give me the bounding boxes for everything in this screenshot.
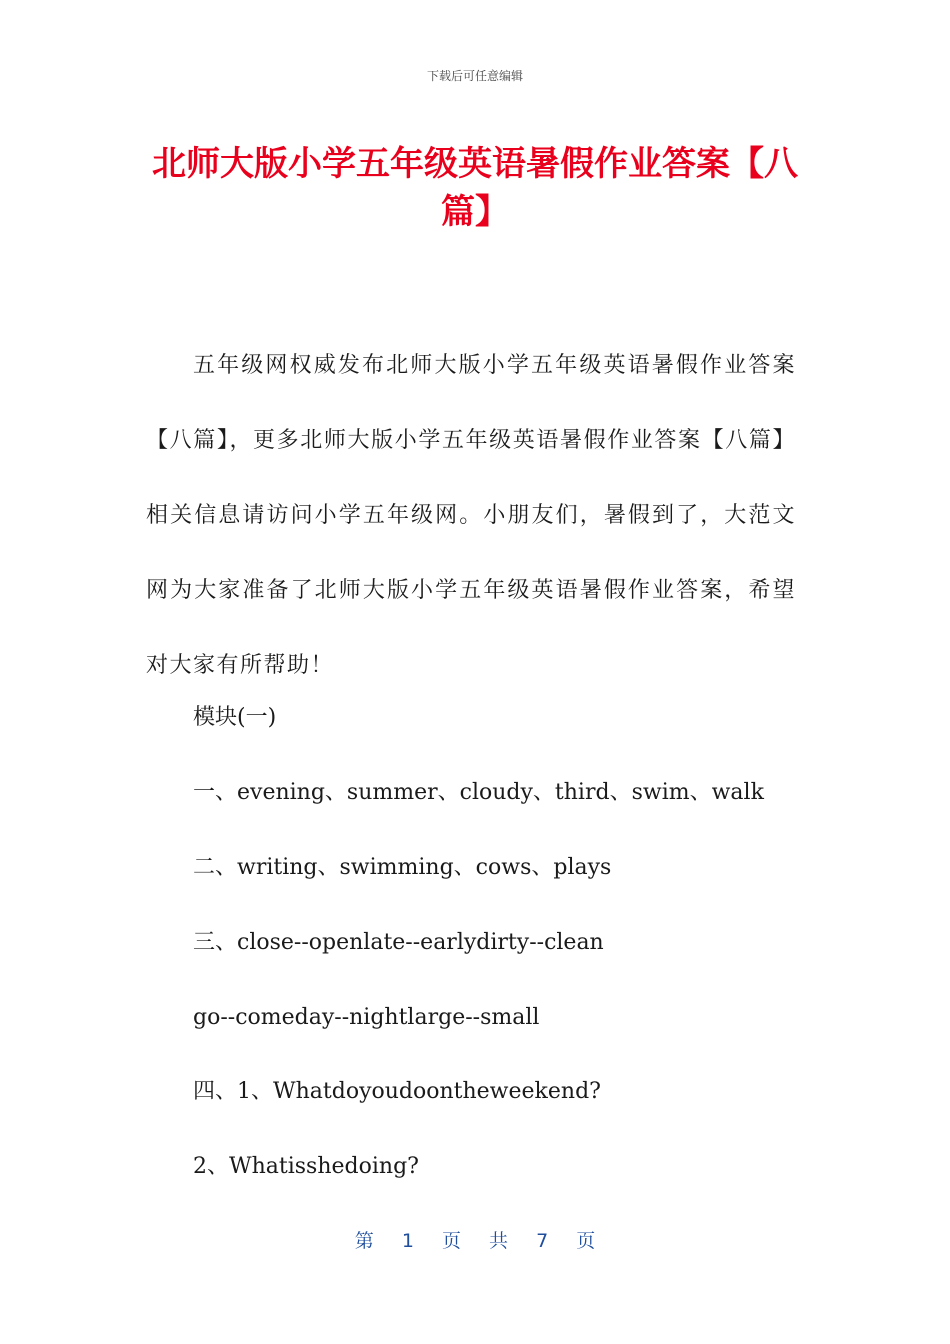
footer-label-total: 共 [489, 1230, 509, 1252]
header-note: 下载后可任意编辑 [426, 69, 523, 83]
footer-page-number: 1 [401, 1230, 414, 1252]
answer-line-6: 2、Whatisshedoing? [193, 1154, 419, 1179]
footer-label-page: 第 [354, 1230, 374, 1252]
footer-label-total-unit: 页 [576, 1230, 596, 1252]
section-heading: 模块(一) [193, 705, 277, 730]
answer-line-3: 三、close--openlate--earlydirty--clean [193, 930, 604, 955]
document-title: 北师大版小学五年级英语暑假作业答案【八篇】 [152, 144, 798, 232]
answer-line-5: 四、1、Whatdoyoudoontheweekend? [193, 1079, 601, 1104]
intro-paragraph: 五年级网权威发布北师大版小学五年级英语暑假作业答案【八篇】，更多北师大版小学五年级英语暑假作业答案【八篇】相关信息请访问小学五年级网。小朋友们，暑假到了，大范文网为大家准备了北师大版小学五年级英语暑假作业答案，希望对大家有所帮助！ [146, 353, 796, 678]
answer-line-2: 二、writing、swimming、cows、plays [193, 855, 612, 880]
footer-total-pages: 7 [536, 1230, 549, 1252]
page-footer [0, 1226, 950, 1253]
answer-line-4: go--comeday--nightlarge--small [193, 1005, 540, 1030]
footer-label-page-unit: 页 [441, 1230, 461, 1252]
answer-line-1: 一、evening、summer、cloudy、third、swim、walk [193, 780, 764, 805]
